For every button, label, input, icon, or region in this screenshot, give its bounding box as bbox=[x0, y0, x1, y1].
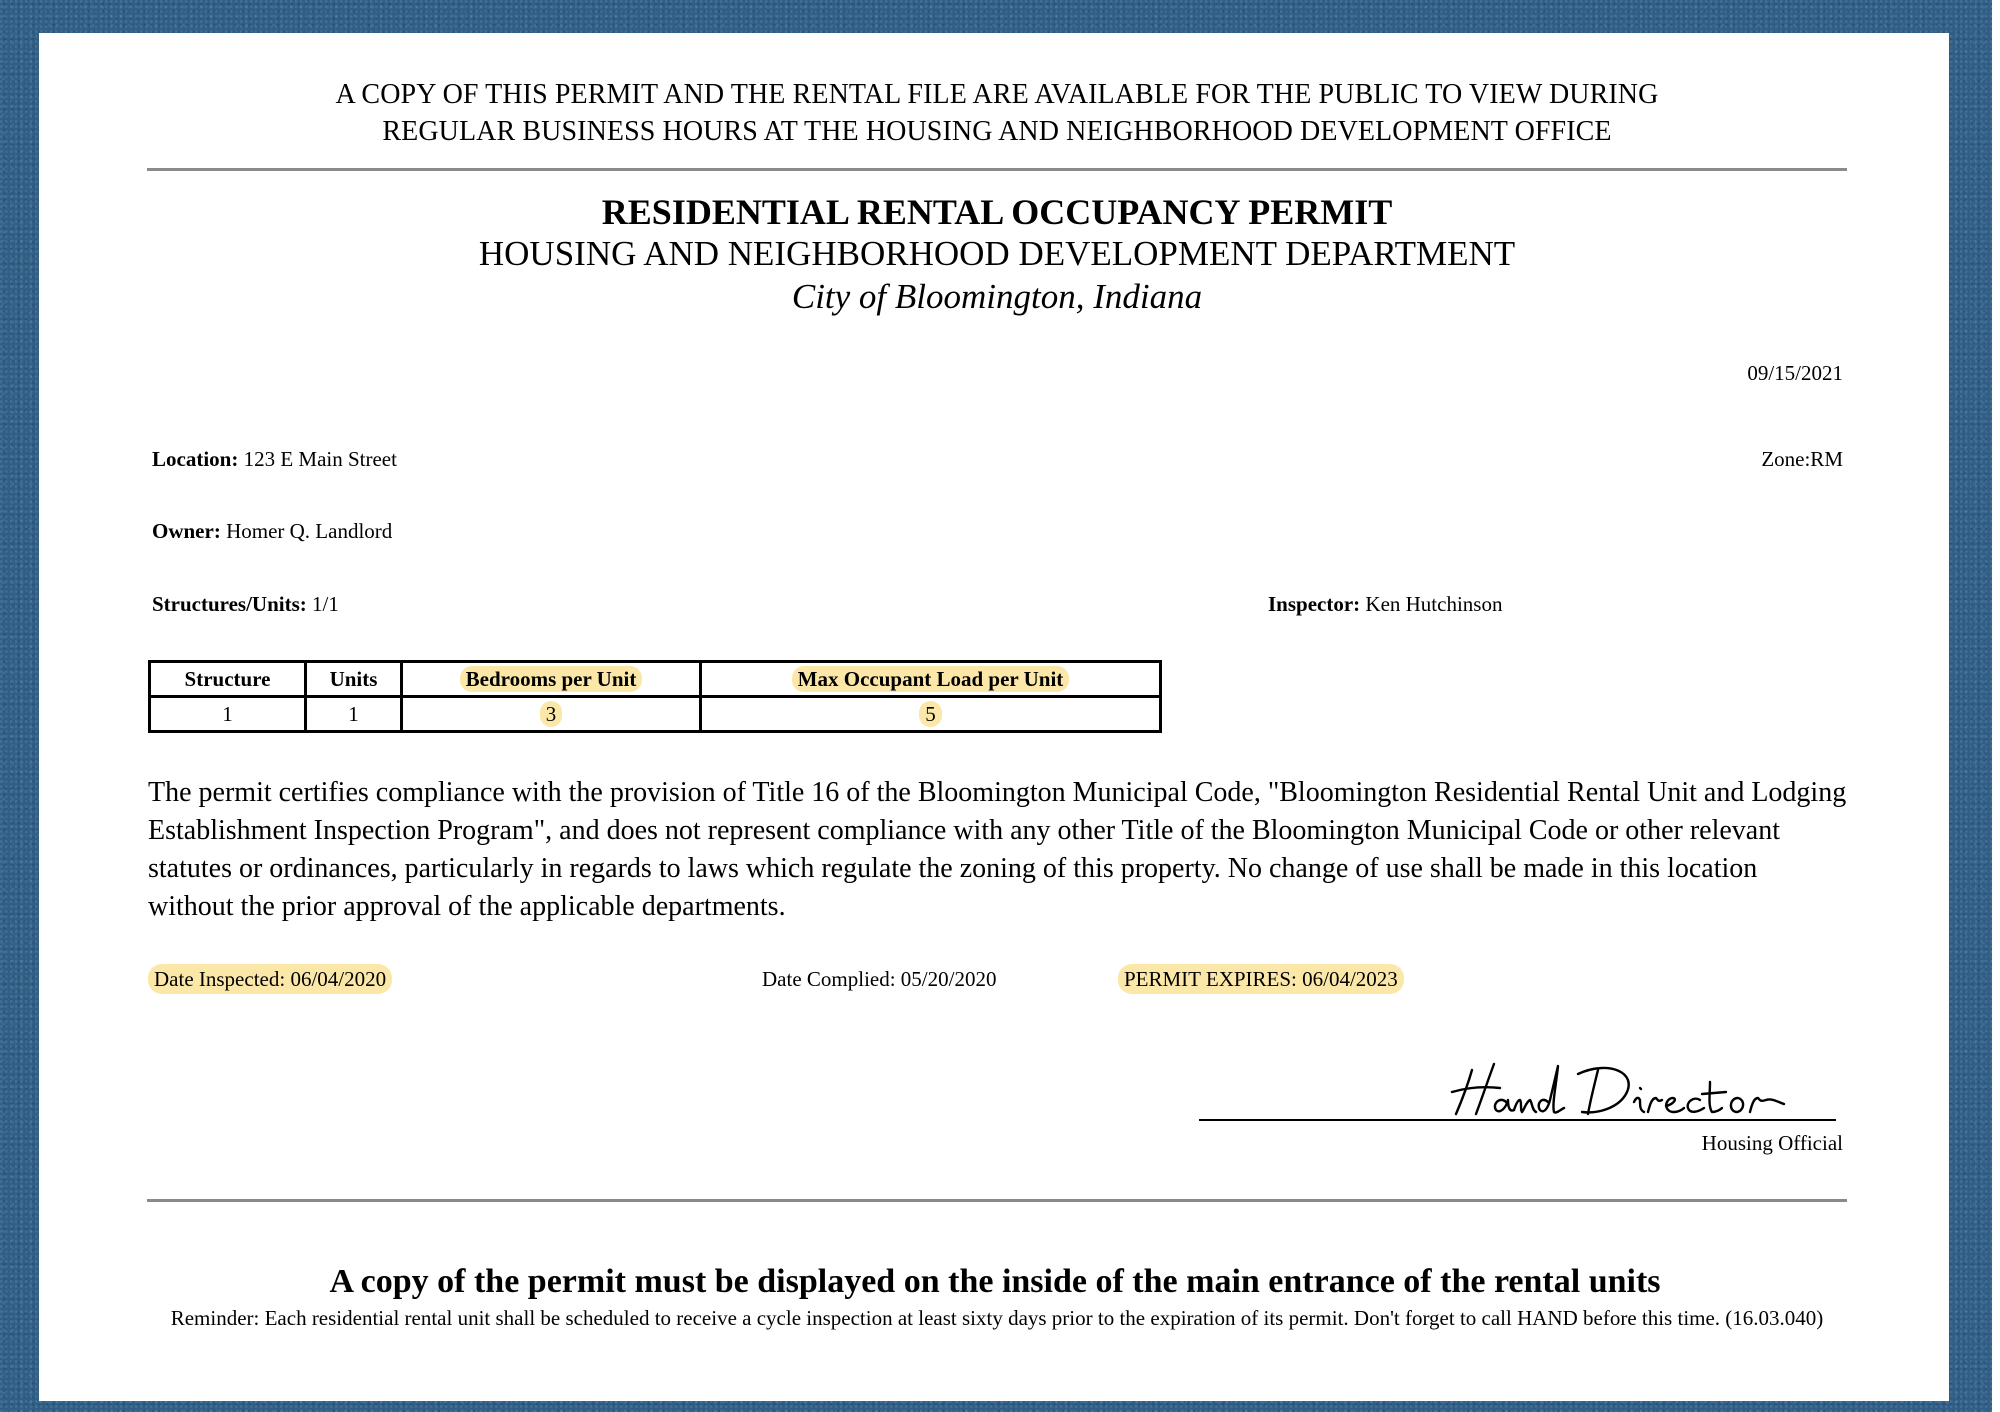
units-table-header-row bbox=[150, 662, 1161, 697]
certification-text: The permit certifies compliance with the provision of Title 16 of the Bloomington Municipal Code, "Bloomington Residential Rental Unit and Lodging Establishment Inspection Program", and does not represent compliance with any other Title of the Bloomington Municipal Code or other relevant statutes or ordinances, particularly in regards to laws which regulate the zoning of this property. No change of use shall be made in this location without the prior approval of the applicable departments. bbox=[148, 777, 1847, 922]
signature-line bbox=[1199, 1119, 1836, 1121]
units-table bbox=[148, 660, 1162, 733]
location-label: Location: bbox=[152, 447, 239, 471]
owner-value: Homer Q. Landlord bbox=[226, 519, 393, 543]
bedrooms-header: Bedrooms per Unit bbox=[402, 662, 701, 697]
location-value: 123 E Main Street bbox=[243, 447, 397, 471]
department-name: HOUSING AND NEIGHBORHOOD DEVELOPMENT DEPARTMENT bbox=[478, 234, 1516, 273]
inspector-label: Inspector: bbox=[1268, 592, 1361, 616]
units-cell: 1 bbox=[306, 697, 402, 732]
max-occupant-header: Max Occupant Load per Unit bbox=[701, 662, 1161, 697]
bottom-divider bbox=[147, 1199, 1847, 1202]
inspector-value: Ken Hutchinson bbox=[1365, 592, 1503, 616]
permit-expires: PERMIT EXPIRES: 06/04/2023 bbox=[1118, 964, 1404, 994]
public-notice bbox=[0, 76, 1994, 150]
units-header: Units bbox=[306, 662, 402, 697]
owner-field bbox=[152, 518, 392, 544]
public-notice-line-2: REGULAR BUSINESS HOURS AT THE HOUSING AND NEIGHBORHOOD DEVELOPMENT OFFICE bbox=[382, 116, 1612, 147]
permit-title: RESIDENTIAL RENTAL OCCUPANCY PERMIT bbox=[601, 192, 1393, 232]
owner-label: Owner: bbox=[152, 519, 221, 543]
issue-date: 09/15/2021 bbox=[1747, 361, 1843, 385]
city-name: City of Bloomington, Indiana bbox=[791, 277, 1203, 316]
structure-header: Structure bbox=[150, 662, 306, 697]
structures-units-value: 1/1 bbox=[312, 592, 339, 616]
inspector-field bbox=[1268, 591, 1502, 617]
structures-units-label: Structures/Units: bbox=[152, 592, 307, 616]
table-row bbox=[150, 697, 1161, 732]
public-notice-line-1: A COPY OF THIS PERMIT AND THE RENTAL FILE ARE AVAILABLE FOR THE PUBLIC TO VIEW DURING bbox=[335, 79, 1659, 110]
max-occupant-cell: 5 bbox=[701, 697, 1161, 732]
zone-field: Zone:RM bbox=[1761, 447, 1843, 471]
housing-official-label: Housing Official bbox=[1701, 1131, 1843, 1155]
date-inspected: Date Inspected: 06/04/2020 bbox=[148, 964, 392, 994]
signature-image bbox=[1448, 1058, 1808, 1118]
display-notice: A copy of the permit must be displayed on the inside of the main entrance of the rental units bbox=[329, 1263, 1661, 1300]
structure-cell: 1 bbox=[150, 697, 306, 732]
bedrooms-cell: 3 bbox=[402, 697, 701, 732]
location-field bbox=[152, 446, 397, 472]
top-divider bbox=[147, 168, 1847, 171]
date-complied: Date Complied: 05/20/2020 bbox=[762, 967, 997, 991]
structures-units-field bbox=[152, 591, 339, 617]
inspection-reminder: Reminder: Each residential rental unit shall be scheduled to receive a cycle inspection at least sixty days prior to the expiration of its permit. Don't forget to call HAND before this time. (16.03.040) bbox=[170, 1306, 1824, 1330]
